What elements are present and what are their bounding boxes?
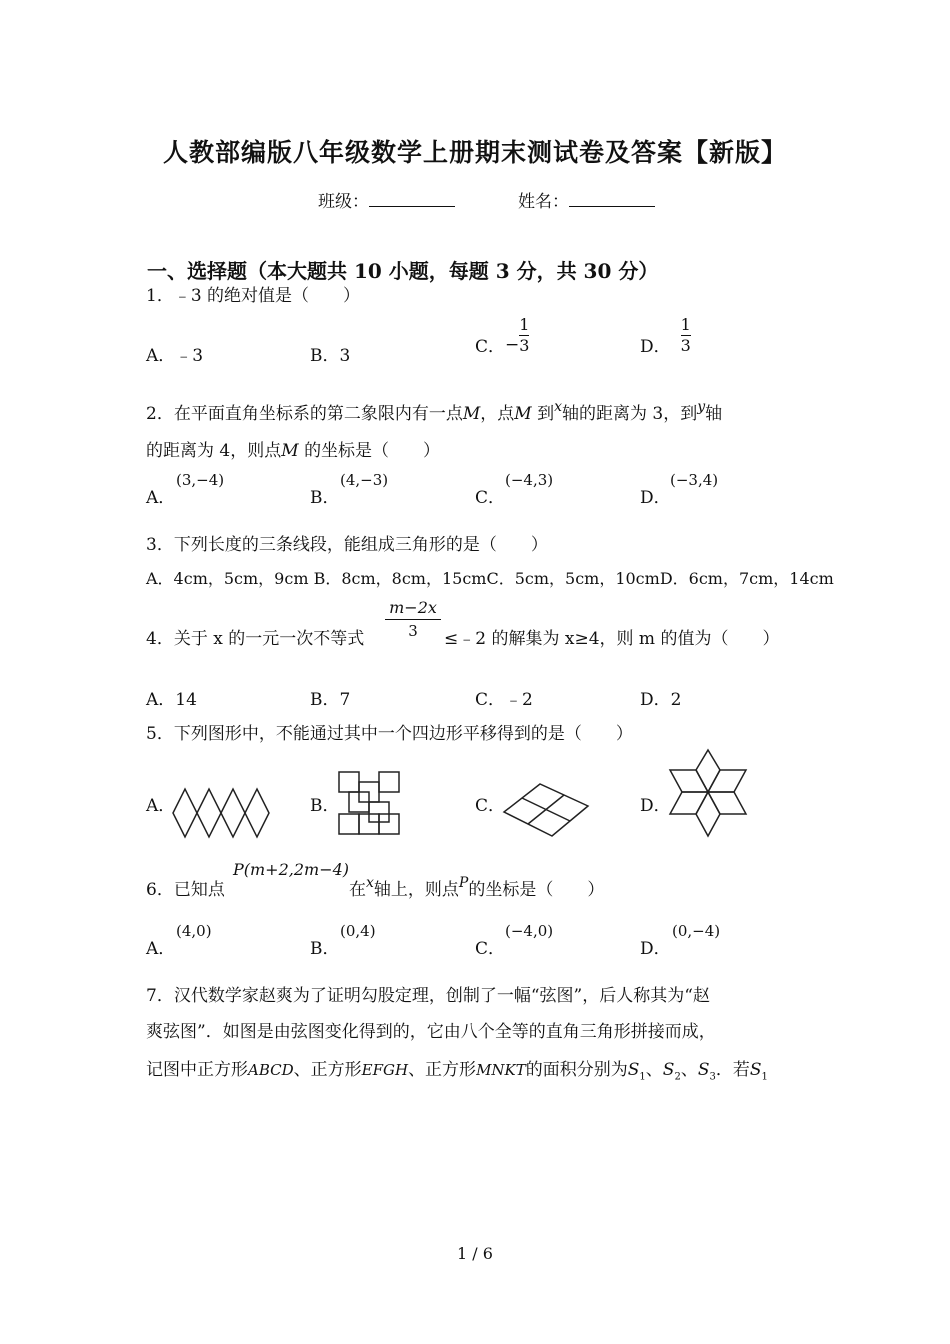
q7-area-s3-sub: 3 [709,1071,716,1083]
q7-sep-1: 、 [645,1060,663,1080]
q4-option-a: A．14 [146,690,197,710]
q2-stem-line1 [146,399,722,424]
q1-option-c-fraction [519,315,529,356]
q7-area-s2: S [662,1060,675,1080]
q2-option-c-label: C． [475,488,506,508]
star-rhombus-lower-right [708,792,746,814]
q2-option-b-label: B． [310,488,340,508]
q1-option-c-sign: − [505,334,520,355]
q6-option-b-value: (0,4) [340,922,376,940]
q7-line-1: 7．汉代数学家赵爽为了证明勾股定理，创制了一幅“弦图”，后人称其为“赵 [146,986,710,1006]
q6-option-d-value: (0,−4) [672,922,721,940]
q2-text-7: 的坐标是（ ） [304,441,441,461]
q2-text-3: 到 [537,404,555,424]
q6-point-expression: P(m+2,2m−4) [233,860,350,879]
q5-option-d-label: D． [640,796,671,816]
q2-y-axis: y [697,399,706,415]
q2-text-4: 轴的距离为 3，到 [561,404,698,424]
q6-option-b-label: B． [310,939,340,959]
q7-line-2: 爽弦图”．如图是由弦图变化得到的，它由八个全等的直角三角形拼接而成， [146,1022,716,1042]
q7-area-s3: S [697,1060,710,1080]
q1-option-b: B．3 [310,346,351,366]
q1-c-denominator: 3 [519,336,530,355]
q6-option-c-label: C． [475,939,506,959]
q2-x-axis: x [554,399,562,415]
name-field [518,187,655,212]
q6-stem-1: 6．已知点 [146,880,225,900]
rhombus-3 [221,789,245,837]
q4-stem-2: ≤﹣2 的解集为 x≥4，则 m 的值为（ ） [444,629,780,649]
q7-square-abcd: ABCD [248,1061,294,1079]
q1-option-d-fraction [681,315,691,356]
rhombus-1 [173,789,197,837]
page-title: 人教部编版八年级数学上册期末测试卷及答案【新版】 [162,138,787,167]
q2-option-a-value: (3,−4) [176,471,225,489]
q1-d-denominator: 3 [680,336,691,355]
star-rhombus-bottom [696,792,720,836]
q2-option-b-value: (4,−3) [340,471,389,489]
class-label: 班级： [318,192,369,212]
q5-figure-a [172,788,272,838]
q3-options: A．4cm，5cm，9cm B．8cm，8cm，15cmC．5cm，5cm，10cmD．6cm，7cm，14cm [146,569,834,588]
q3-stem: 3．下列长度的三条线段，能组成三角形的是（ ） [146,535,548,555]
q4-option-d: D．2 [640,690,682,710]
q6-option-d-label: D． [640,939,671,959]
q7-sep-2: 、 [680,1060,698,1080]
q4-stem-1: 4．关于 x 的一元一次不等式 [146,629,365,649]
q4-fraction [385,597,441,642]
q1-option-d [640,314,691,357]
q2-point-m-3: M [281,441,299,461]
q1-option-c-label: C． [475,337,506,357]
q7-text-5: ．若 [715,1060,750,1080]
q5-stem: 5．下列图形中，不能通过其中一个四边形平移得到的是（ ） [146,724,633,744]
q7-area-s1-again-sub: 1 [761,1071,768,1083]
q2-option-a-label: A． [146,488,176,508]
q5-option-c-label: C． [475,796,506,816]
rhombus-4 [245,789,269,837]
q7-line-3 [146,1055,768,1082]
q1-option-c [475,314,529,357]
star-rhombus-top [696,750,720,792]
q2-text-1: 2．在平面直角坐标系的第二象限内有一点 [146,404,463,424]
q7-area-s1: S [627,1060,640,1080]
q2-option-d-value: (−3,4) [670,471,719,489]
q4-fraction-denominator: 3 [408,622,418,640]
star-rhombus-upper-left [670,770,708,792]
q2-text-2: ，点 [480,404,515,424]
q2-option-c-value: (−4,3) [505,471,554,489]
q6-point-p: P [458,875,469,891]
page-number: 1 / 6 [457,1244,493,1263]
q6-stem-2 [349,875,604,900]
q4-fraction-numerator: m−2x [389,598,437,617]
q7-text-3: 、正方形 [408,1060,477,1080]
q7-area-s1-sub: 1 [639,1071,646,1083]
q5-figure-b [337,770,403,836]
name-label: 姓名： [518,192,569,212]
q2-option-d-label: D． [640,488,671,508]
name-blank [569,192,655,207]
q2-text-6: 的距离为 4，则点 [146,441,282,461]
q2-point-m-2: M [514,404,532,424]
q5-figure-c [502,782,590,838]
q1-stem: 1．﹣3 的绝对值是（ ） [146,286,361,306]
q7-square-mnkt: MNKT [476,1061,526,1079]
q1-option-d-label: D． [640,337,671,357]
square-3 [379,772,399,792]
q5-option-b-label: B． [310,796,340,816]
square-1 [339,772,359,792]
q6-option-a-value: (4,0) [176,922,212,940]
q2-point-m: M [462,404,481,424]
q6-option-c-value: (−4,0) [505,922,554,940]
section-heading: 一、选择题（本大题共 10 小题，每题 3 分，共 30 分） [147,259,659,283]
q7-area-s2-sub: 2 [674,1071,681,1083]
q1-option-a: A．﹣3 [146,346,204,366]
q7-text-1: 记图中正方形 [146,1060,248,1080]
square-6 [339,814,359,834]
q5-figure-d [668,748,748,838]
q4-option-b: B．7 [310,690,351,710]
q4-option-c: C．﹣2 [475,690,533,710]
q1-c-numerator: 1 [519,315,530,334]
q6-text-3: 轴上，则点 [373,880,459,900]
q6-x-axis: x [366,875,374,891]
class-field [318,187,455,212]
q7-area-s1-again: S [749,1060,762,1080]
star-rhombus-lower-left [670,792,708,814]
q5-option-a-label: A． [146,796,176,816]
star-rhombus-upper-right [708,770,746,792]
q6-text-2: 在 [349,880,366,900]
inner-line-2 [528,795,564,824]
q7-text-2: 、正方形 [293,1060,362,1080]
class-blank [369,192,455,207]
q7-square-efgh: EFGH [361,1061,409,1079]
q2-stem-line2 [146,436,440,461]
q6-text-4: 的坐标是（ ） [468,880,605,900]
q7-text-4: 的面积分别为 [525,1060,628,1080]
rhombus-2 [197,789,221,837]
q6-option-a-label: A． [146,939,176,959]
q2-text-5: 轴 [705,404,723,424]
q1-d-numerator: 1 [680,315,691,334]
